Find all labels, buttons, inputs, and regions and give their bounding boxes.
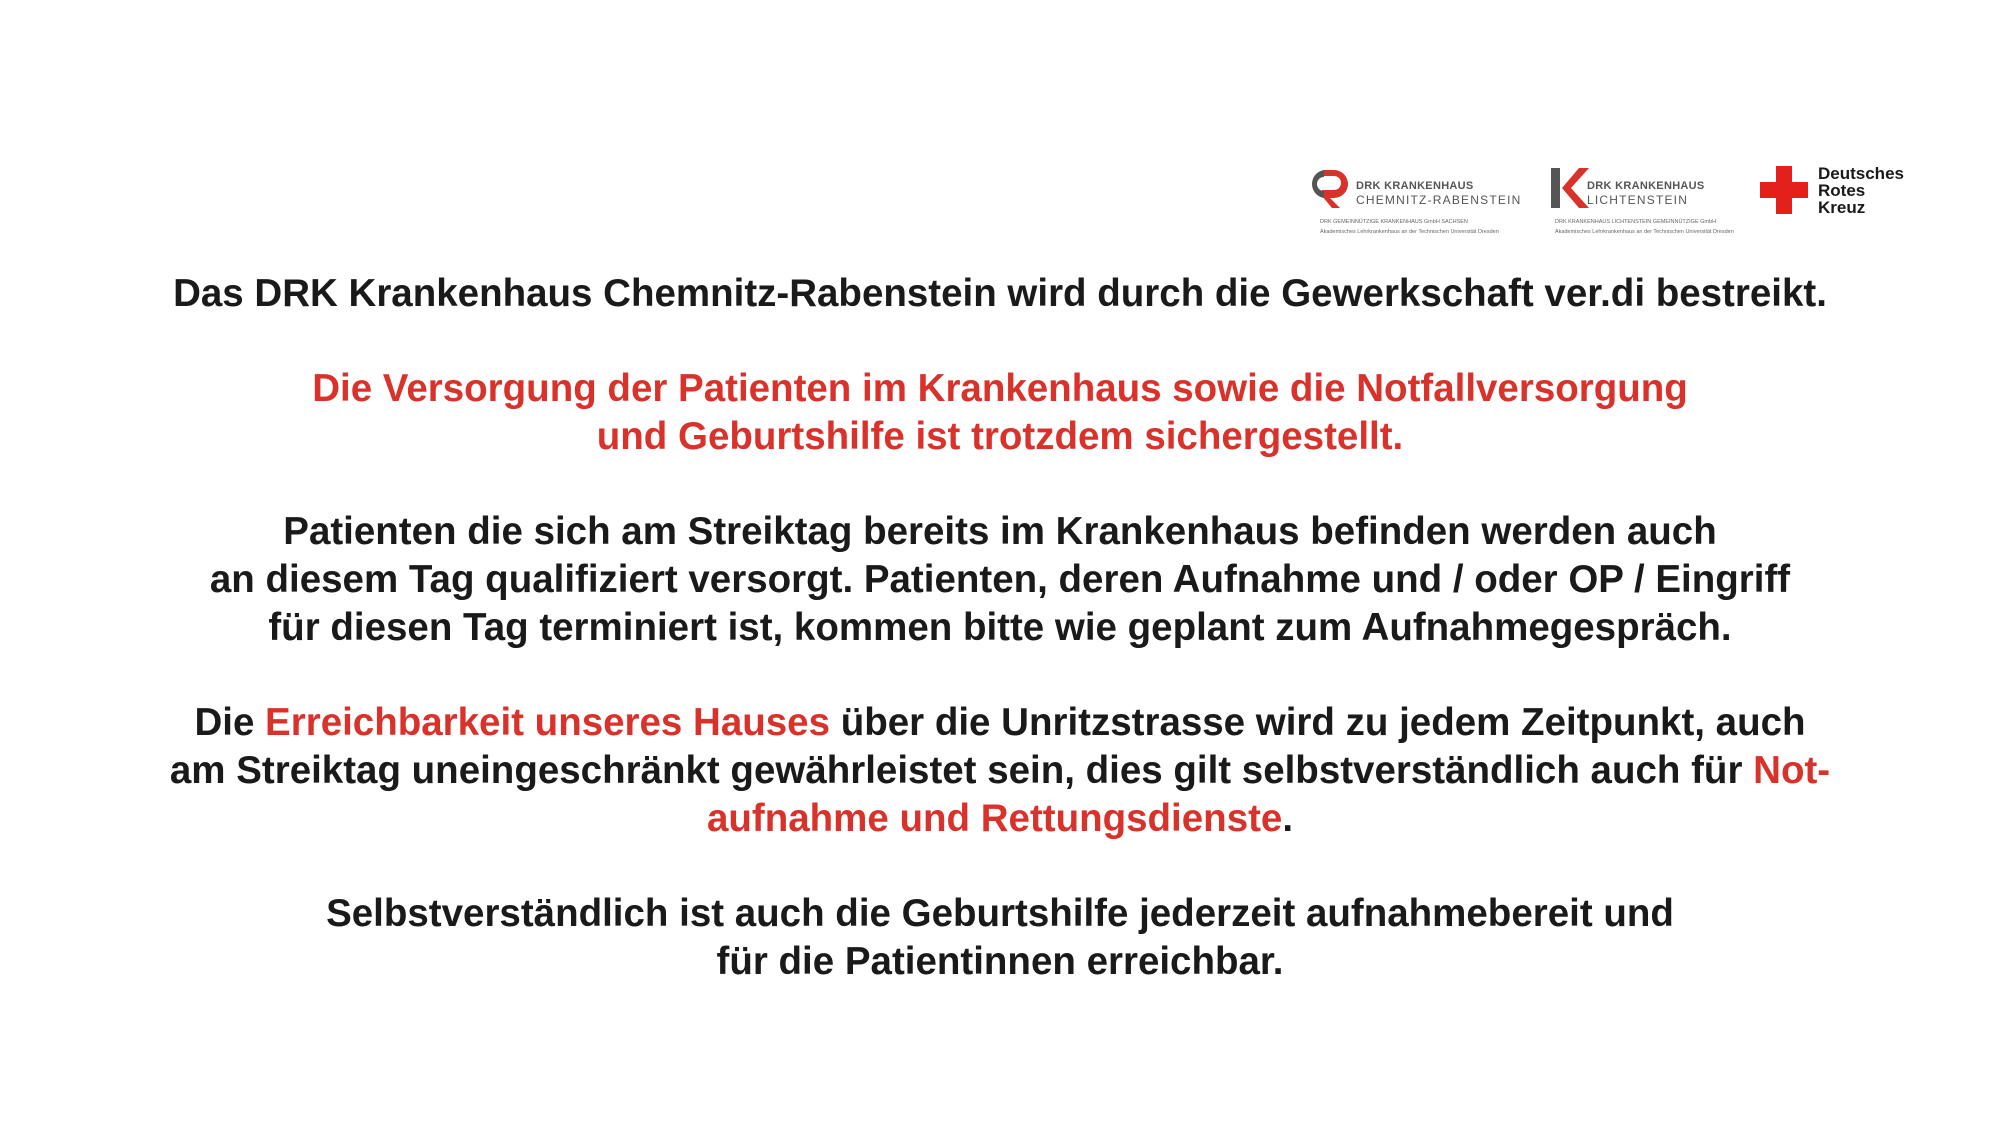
- drk-word-3: Kreuz: [1818, 198, 1866, 217]
- chemnitz-logo-small-2: Akademisches Lehrkrankenhaus an der Technischen Universität Dresden: [1320, 229, 1499, 235]
- notice-line: Patienten die sich am Streiktag bereits im Krankenhaus befinden werden auch: [283, 510, 1717, 553]
- lichtenstein-logo-title: DRK KRANKENHAUS: [1587, 180, 1705, 192]
- notice-line: an diesem Tag qualifiziert versorgt. Patienten, deren Aufnahme und / oder OP / Eingriff: [209, 558, 1791, 601]
- notice-text: am Streiktag uneingeschränkt gewährleistet sein, dies gilt selbstverständlich auch für: [169, 749, 1754, 792]
- notice-highlight: Not-: [1753, 749, 1831, 792]
- lichtenstein-logo-subtitle: LICHTENSTEIN: [1587, 193, 1689, 207]
- notice-line: [120, 795, 1880, 843]
- notice-paragraph-patients: [120, 508, 1880, 652]
- notice-paragraph-obstetrics: [120, 890, 1880, 986]
- notice-highlight: Erreichbarkeit unseres Hauses: [265, 701, 831, 744]
- lichtenstein-logo-small-2: Akademisches Lehrkrankenhaus an der Technischen Universität Dresden: [1555, 229, 1734, 235]
- notice-text: über die Unritzstrasse wird zu jedem Zeitpunkt, auch: [830, 701, 1806, 744]
- notice-text: Die: [194, 701, 266, 744]
- strike-notice: [120, 270, 1880, 1033]
- lichtenstein-logo-small-1: DRK KRANKENHAUS LICHTENSTEIN GEMEINNÜTZIGE GmbH: [1555, 219, 1717, 225]
- notice-line: Die Versorgung der Patienten im Krankenhaus sowie die Notfallversorgung: [312, 367, 1688, 410]
- notice-line: für diesen Tag terminiert ist, kommen bitte wie geplant zum Aufnahmegespräch.: [268, 606, 1732, 649]
- logo-bar: [1300, 160, 1920, 240]
- chemnitz-logo-title: DRK KRANKENHAUS: [1356, 180, 1474, 192]
- drk-word-2: Rotes: [1818, 181, 1866, 200]
- notice-highlight: aufnahme und Rettungsdienste: [706, 797, 1283, 840]
- notice-line: Das DRK Krankenhaus Chemnitz-Rabenstein wird durch die Gewerkschaft ver.di bestreikt.: [173, 272, 1827, 315]
- notice-line: Selbstverständlich ist auch die Geburtshilfe jederzeit aufnahmebereit und: [326, 892, 1674, 935]
- lichtenstein-logo-mark-icon: [1549, 166, 1589, 210]
- chemnitz-logo-mark-icon: [1310, 168, 1352, 210]
- notice-line: [120, 699, 1880, 747]
- chemnitz-logo-subtitle: CHEMNITZ-RABENSTEIN: [1356, 193, 1522, 207]
- notice-paragraph-accessibility: [120, 699, 1880, 843]
- notice-line: und Geburtshilfe ist trotzdem sichergestellt.: [596, 415, 1404, 458]
- notice-line: [120, 747, 1880, 795]
- notice-paragraph-strike: [120, 270, 1880, 318]
- red-cross-icon: [1760, 166, 1808, 214]
- notice-paragraph-care-assured: [120, 365, 1880, 461]
- chemnitz-logo-small-1: DRK GEMEINNÜTZIGE KRANKENHAUS GmbH SACHSEN: [1320, 219, 1468, 225]
- notice-text: .: [1282, 797, 1294, 840]
- drk-wordmark: [1818, 165, 1904, 216]
- drk-word-1: Deutsches: [1818, 164, 1904, 183]
- notice-line: für die Patientinnen erreichbar.: [716, 940, 1284, 983]
